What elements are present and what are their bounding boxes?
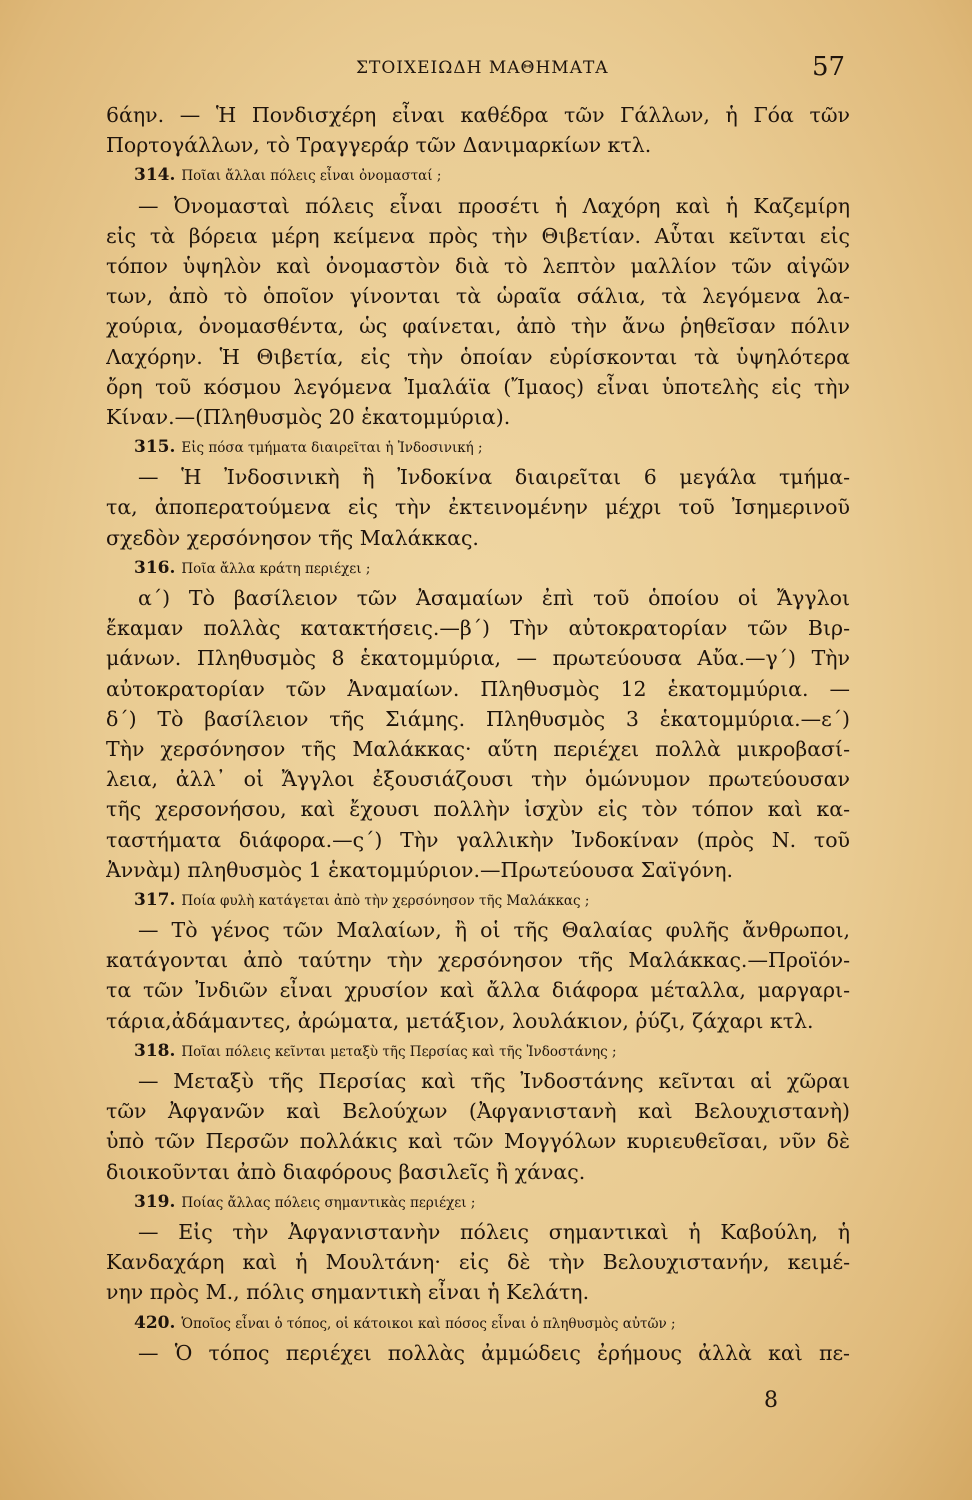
text-line: α΄) Τὸ βασίλειον τῶν Ἀσαμαίων ἐπὶ τοῦ ὁποίου οἱ Ἄγγλοι xyxy=(138,586,850,610)
question-number: 317. xyxy=(134,889,176,910)
text-line: Κίναν.—(Πληθυσμὸς 20 ἑκατομμύρια). xyxy=(106,404,511,429)
text-line: νην πρὸς Μ., πόλις σημαντικὴ εἶναι ἡ Κελάτη. xyxy=(106,1280,590,1305)
text-line: δ΄) Τὸ βασίλειον τῆς Σιάμης. Πληθυσμὸς 3 ἑκατομμύρια.—ε΄) xyxy=(106,706,850,731)
question-number: 314. xyxy=(134,165,176,186)
text-line: χούρια, ὀνομασθέντα, ὡς φαίνεται, ἀπὸ τὴν ἄνω ῥηθεῖσαν πόλιν xyxy=(106,314,850,339)
text-line: — Ὀνομασταὶ πόλεις εἶναι προσέτι ἡ Λαχόρη καὶ ἡ Καζεμίρη xyxy=(138,193,850,218)
text-line: εἰς τὰ βόρεια μέρη κείμενα πρὸς τὴν Θιβετίαν. Αὗται κεῖνται εἰς xyxy=(106,223,850,248)
text-line: διοικοῦνται ἀπὸ διαφόρους βασιλεῖς ἢ χάνας. xyxy=(106,1159,586,1184)
text-line: — Μεταξὺ τῆς Περσίας καὶ τῆς Ἰνδοστάνης κεῖνται αἱ χῶραι xyxy=(138,1069,850,1093)
page-number: 57 xyxy=(812,52,846,82)
text-line: σχεδὸν χερσόνησον τῆς Μαλάκκας. xyxy=(106,525,479,550)
question-line xyxy=(106,885,850,915)
text-line: τα, ἀποπερατούμενα εἰς τὴν ἐκτεινομένην μέχρι τοῦ Ἰσημερινοῦ xyxy=(106,495,850,520)
text-line: τα τῶν Ἰνδιῶν εἶναι χρυσίον καὶ ἄλλα διάφορα μέταλλα, μαργαρι- xyxy=(106,978,850,1003)
text-line: των, ἀπὸ τὸ ὁποῖον γίνονται τὰ ὡραῖα σάλια, τὰ λεγόμενα λα- xyxy=(106,284,850,309)
text-line: — Ὁ τόπος περιέχει πολλὰς ἀμμώδεις ἐρήμους ἀλλὰ καὶ πε- xyxy=(138,1340,850,1365)
text-line: Πορτογάλλων, τὸ Τραγγεράρ τῶν Δανιμαρκίων κτλ. xyxy=(106,133,652,158)
text-line: Τὴν χερσόνησον τῆς Μαλάκκας· αὕτη περιέχει πολλὰ μικροβασί- xyxy=(106,736,850,761)
question-line xyxy=(106,1187,850,1217)
signature-mark: 8 xyxy=(764,1388,778,1413)
body-text xyxy=(106,100,850,1368)
question-text: Ποῖαι πόλεις κεῖνται μεταξὺ τῆς Περσίας καὶ τῆς Ἰνδοστάνης ; xyxy=(181,1043,617,1060)
text-line: τῶν Ἀφγανῶν καὶ Βελούχων (Ἀφγανιστανὴ καὶ Βελουχιστανὴ) xyxy=(106,1099,850,1124)
question-text: Εἰς πόσα τμήματα διαιρεῖται ἡ Ἰνδοσινική ; xyxy=(181,440,483,457)
question-line xyxy=(106,432,850,462)
question-line xyxy=(106,160,850,190)
question-text: Ὁποῖος εἶναι ὁ τόπος, οἱ κάτοικοι καὶ πόσος εἶναι ὁ πληθυσμὸς αὐτῶν ; xyxy=(181,1315,676,1332)
text-line: Κανδαχάρη καὶ ἡ Μουλτάνη· εἰς δὲ τὴν Βελουχιστανήν, κειμέ- xyxy=(106,1250,850,1275)
question-number: 315. xyxy=(134,437,176,458)
text-line: ὑπὸ τῶν Περσῶν πολλάκις καὶ τῶν Μογγόλων κυριευθεῖσαι, νῦν δὲ xyxy=(106,1129,850,1154)
question-text: Ποῖαι ἄλλαι πόλεις εἶναι ὀνομασταί ; xyxy=(181,168,442,185)
question-text: Ποῖα ἄλλα κράτη περιέχει ; xyxy=(181,560,371,577)
text-line: ταστήματα διάφορα.—ς΄) Τὴν γαλλικὴν Ἰνδοκίναν (πρὸς Ν. τοῦ xyxy=(106,827,850,852)
text-line: Λαχόρην. Ἡ Θιβετία, εἰς τὴν ὁποίαν εὑρίσκονται τὰ ὑψηλότερα xyxy=(106,344,850,369)
text-line: λεια, ἀλλ᾽ οἱ Ἄγγλοι ἐξουσιάζουσι τὴν ὁμώνυμον πρωτεύουσαν xyxy=(106,767,850,792)
text-line: — Εἰς τὴν Ἀφγανιστανὴν πόλεις σημαντικαὶ ἡ Καβούλη, ἡ xyxy=(138,1219,850,1244)
text-line: — Τὸ γένος τῶν Μαλαίων, ἢ οἱ τῆς Θαλαίας φυλῆς ἄνθρωποι, xyxy=(138,918,850,943)
question-text: Ποία φυλὴ κατάγεται ἀπὸ τὴν χερσόνησον τῆς Μαλάκκας ; xyxy=(181,892,590,909)
question-text: Ποίας ἄλλας πόλεις σημαντικὰς περιέχει ; xyxy=(181,1194,476,1211)
question-number: 420. xyxy=(134,1312,176,1333)
text-line: κατάγονται ἀπὸ ταύτην τὴν χερσόνησον τῆς Μαλάκκας.—Προϊόν- xyxy=(106,948,850,973)
text-line: αὐτοκρατορίαν τῶν Ἀναμαίων. Πληθυσμὸς 12 ἑκατομμύρια. — xyxy=(106,676,850,701)
text-line: τόπον ὑψηλὸν καὶ ὀνομαστὸν διὰ τὸ λεπτὸν μαλλίον τῶν αἰγῶν xyxy=(106,253,850,278)
question-line xyxy=(106,1308,850,1338)
page-header xyxy=(0,52,972,88)
text-line: ὄρη τοῦ κόσμου λεγόμενα Ἰμαλάϊα (Ἴμαος) εἶναι ὑποτελὴς εἰς τὴν xyxy=(106,374,850,399)
question-number: 319. xyxy=(134,1191,176,1212)
text-line: Ἀννὰμ) πληθυσμὸς 1 ἑκατομμύριον.—Πρωτεύουσα Σαϊγόνη. xyxy=(106,857,733,882)
text-line: μάνων. Πληθυσμὸς 8 ἑκατομμύρια, — πρωτεύουσα Αὔα.—γ΄) Τὴν xyxy=(106,646,850,671)
running-title: ΣΤΟΙΧΕΙΩΔΗ ΜΑΘΗΜΑΤΑ xyxy=(356,58,609,78)
text-line: — Ἡ Ἰνδοσινικὴ ἢ Ἰνδοκίνα διαιρεῖται 6 μεγάλα τμήμα- xyxy=(138,465,850,490)
question-number: 316. xyxy=(134,557,176,578)
text-line: ἔκαμαν πολλὰς κατακτήσεις.—β΄) Τὴν αὐτοκρατορίαν τῶν Βιρ- xyxy=(106,616,850,641)
text-line: τῆς χερσονήσου, καὶ ἔχουσι πολλὴν ἰσχὺν εἰς τὸν τόπον καὶ κα- xyxy=(106,797,850,822)
text-line: τάρια,ἀδάμαντες, ἀρώματα, μετάξιον, λουλάκιον, ῥύζι, ζάχαρι κτλ. xyxy=(106,1008,814,1033)
question-line xyxy=(106,553,850,583)
question-line xyxy=(106,1036,850,1066)
text-line: 6άην. — Ἡ Πονδισχέρη εἶναι καθέδρα τῶν Γάλλων, ἡ Γόα τῶν xyxy=(106,103,850,127)
question-number: 318. xyxy=(134,1040,176,1061)
